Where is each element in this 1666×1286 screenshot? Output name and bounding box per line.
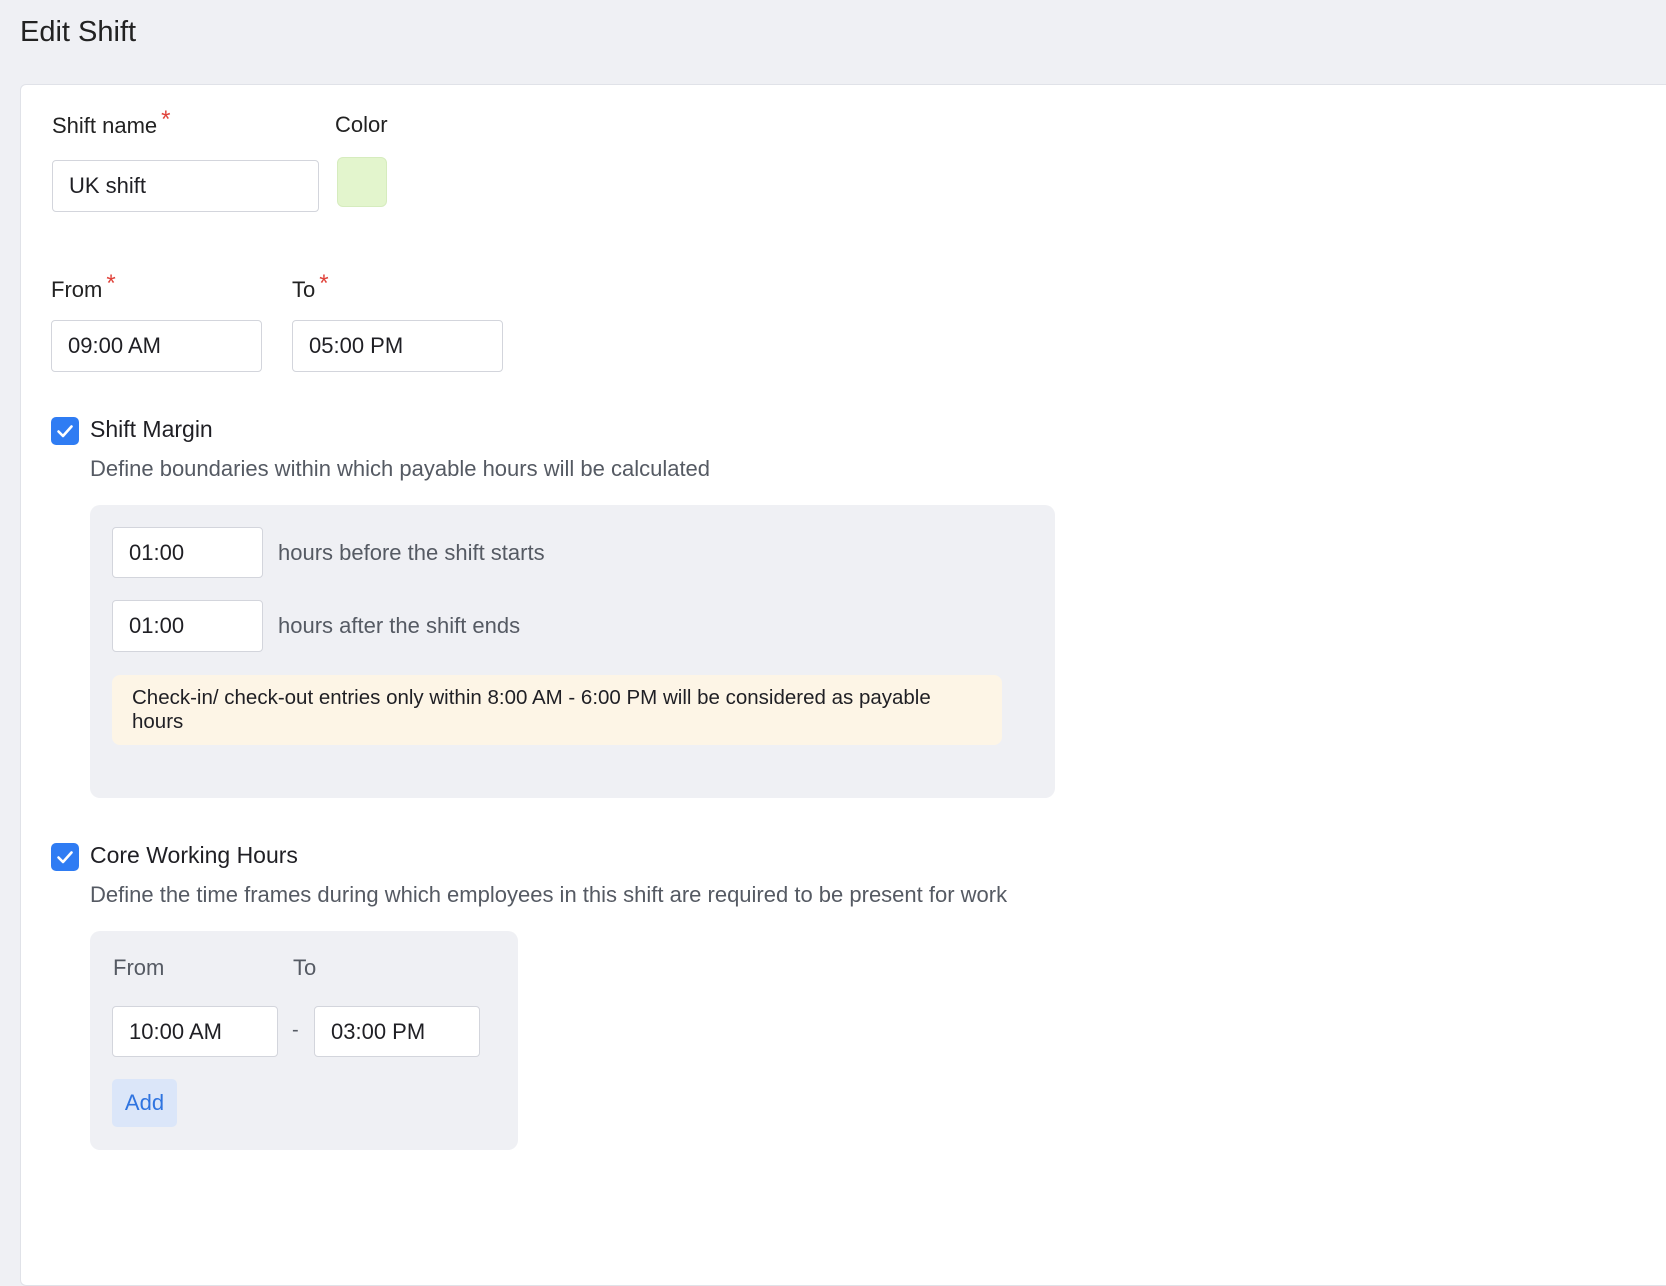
checkmark-icon <box>55 847 75 867</box>
shift-margin-checkbox[interactable] <box>51 417 79 445</box>
add-time-frame-button[interactable]: Add <box>112 1079 177 1127</box>
core-from-label: From <box>113 955 165 980</box>
shift-margin-panel <box>90 505 1055 798</box>
time-range-separator: - <box>292 1019 299 1041</box>
from-label <box>51 270 116 304</box>
core-from-time-input[interactable] <box>112 1006 278 1057</box>
checkmark-icon <box>55 421 75 441</box>
core-working-hours-checkbox[interactable] <box>51 843 79 871</box>
hours-before-text: hours before the shift starts <box>278 540 545 565</box>
shift-name-label <box>52 106 171 140</box>
color-label: Color <box>335 112 388 137</box>
core-working-hours-description: Define the time frames during which employees in this shift are required to be present for work <box>90 882 1008 907</box>
required-asterisk: * <box>319 270 329 297</box>
required-asterisk: * <box>161 106 171 133</box>
shift-margin-description: Define boundaries within which payable hours will be calculated <box>90 456 711 481</box>
core-to-time-input[interactable] <box>314 1006 480 1057</box>
hours-after-input[interactable] <box>112 600 263 652</box>
color-swatch[interactable] <box>337 157 387 207</box>
core-hours-panel <box>90 931 518 1150</box>
shift-name-label-text: Shift name <box>52 113 158 138</box>
shift-name-input[interactable] <box>52 160 319 212</box>
to-label-text: To <box>292 277 316 302</box>
shift-margin-title: Shift Margin <box>90 416 213 442</box>
required-asterisk: * <box>106 270 116 297</box>
edit-shift-form-card <box>20 84 1666 1286</box>
hours-after-text: hours after the shift ends <box>278 613 521 638</box>
from-label-text: From <box>51 277 103 302</box>
to-time-input[interactable] <box>292 320 503 372</box>
hours-before-input[interactable] <box>112 527 263 578</box>
core-working-hours-title: Core Working Hours <box>90 842 298 868</box>
to-label <box>292 270 329 304</box>
core-to-label: To <box>293 955 317 980</box>
page-title: Edit Shift <box>20 16 137 48</box>
payable-hours-notice: Check-in/ check-out entries only within 8:00 AM - 6:00 PM will be considered as payable hours <box>112 675 1002 745</box>
from-time-input[interactable] <box>51 320 262 372</box>
